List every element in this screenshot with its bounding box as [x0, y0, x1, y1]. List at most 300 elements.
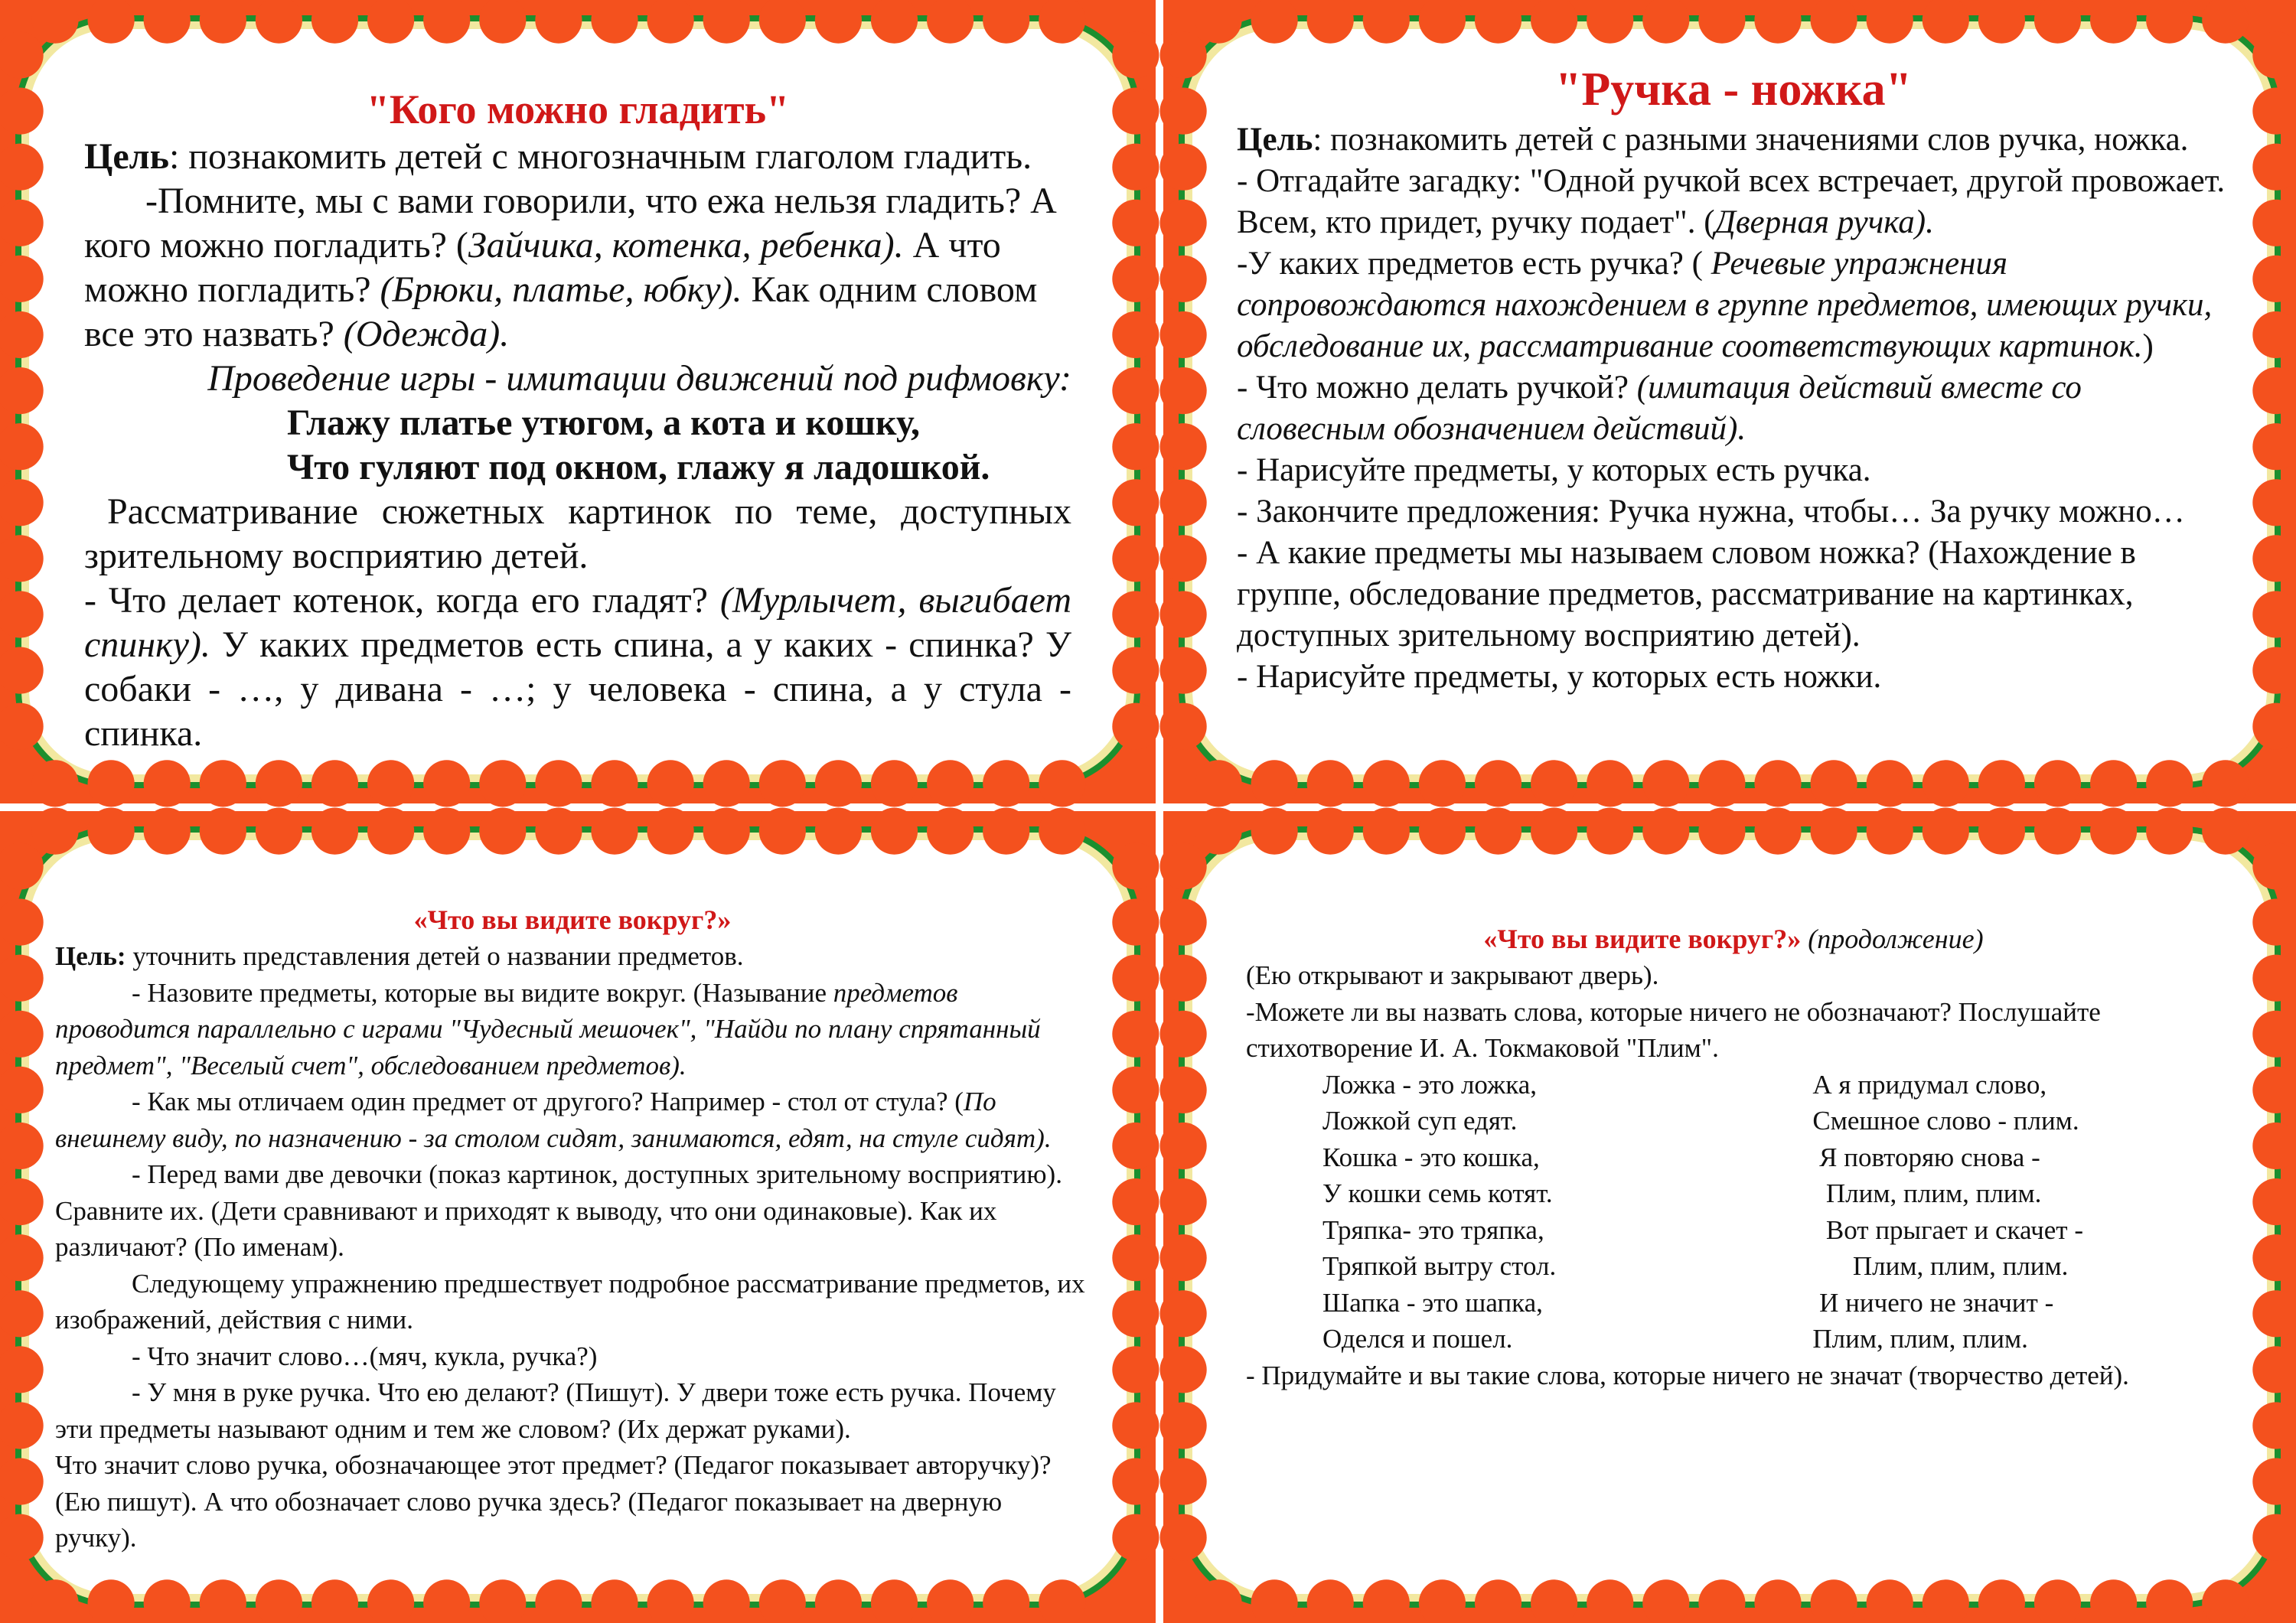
scallop-notch	[2252, 423, 2296, 470]
card-title: "Ручка - ножка"	[1554, 64, 1913, 116]
scallop-notch	[1419, 760, 1466, 807]
scallop-notch	[200, 760, 246, 807]
scallop-notch	[200, 808, 246, 855]
scallop-notch	[367, 1579, 414, 1623]
scallop-notch	[256, 808, 302, 855]
scallop-notch	[0, 367, 44, 414]
scallop-notch	[88, 1579, 135, 1623]
scallop-notch	[1811, 808, 1857, 855]
text: (Одежда).	[343, 314, 510, 354]
text: )	[2142, 328, 2154, 364]
paragraph: Следующему упражнению предшествует подробное рассматривание предметов, их изображений, действия с ними.	[55, 1268, 1085, 1335]
scallop-notch	[311, 0, 358, 44]
scallop-notch	[1160, 1123, 1207, 1169]
card-title: «Что вы видите вокруг?»	[413, 904, 732, 935]
scallop-notch	[647, 0, 694, 44]
scallop-notch	[983, 808, 1029, 855]
scallop-notch	[1160, 256, 1207, 302]
scallop-notch	[535, 808, 582, 855]
goal-text: : познакомить детей с разными значениями слов ручка, ножка.	[1313, 122, 2189, 158]
scallop-notch	[1112, 955, 1159, 1002]
scallop-notch	[2252, 367, 2296, 414]
scallop-notch	[2146, 1579, 2193, 1623]
scallop-notch	[2252, 535, 2296, 582]
scallop-notch	[1112, 1402, 1159, 1449]
scallop-notch	[1642, 760, 1689, 807]
scallop-notch	[0, 1178, 44, 1225]
scallop-notch	[1923, 1579, 1969, 1623]
scallop-notch	[1160, 479, 1207, 526]
scallop-notch	[1112, 1011, 1159, 1058]
card-title: "Кого можно гладить"	[366, 86, 790, 132]
scallop-notch	[1923, 760, 1969, 807]
scallop-notch	[0, 423, 44, 470]
scallop-notch	[815, 760, 862, 807]
scallop-notch	[2252, 1290, 2296, 1337]
scallop-notch	[1160, 535, 1207, 582]
scallop-notch	[703, 1579, 750, 1623]
scallop-notch	[479, 808, 526, 855]
scallop-notch	[759, 0, 806, 44]
scallop-notch	[1112, 1234, 1159, 1281]
scallop-notch	[2252, 703, 2296, 750]
scallop-notch	[0, 842, 44, 889]
scallop-notch	[983, 1579, 1029, 1623]
scallop-notch	[1160, 1458, 1207, 1505]
scallop-notch	[1112, 703, 1159, 750]
scallop-notch	[1112, 311, 1159, 358]
scallop-notch	[1160, 1178, 1207, 1225]
scallop-notch	[1811, 1579, 1857, 1623]
scallop-notch	[2252, 591, 2296, 637]
card-content	[55, 901, 1090, 1553]
text: (Мурлычет, выгибает спинку).	[84, 580, 1071, 665]
goal-text: уточнить представления детей о названии предметов.	[126, 941, 744, 971]
text: Дверная ручка).	[1714, 204, 1934, 240]
scallop-notch	[1160, 1011, 1207, 1058]
scallop-notch	[1531, 0, 1577, 44]
card-title	[1246, 921, 2221, 957]
scallop-notch	[535, 0, 582, 44]
scallop-notch	[1475, 1579, 1521, 1623]
goal-paragraph	[1237, 119, 2230, 161]
scallop-notch	[1195, 1579, 1241, 1623]
scallop-notch	[2090, 1579, 2137, 1623]
scallop-notch	[311, 1579, 358, 1623]
scallop-notch	[1642, 1579, 1689, 1623]
scallop-notch	[88, 0, 135, 44]
scallop-notch	[2252, 647, 2296, 694]
scallop-notch	[2146, 0, 2193, 44]
scallop-notch	[1039, 0, 1085, 44]
scallop-notch	[2034, 760, 2081, 807]
scallop-notch	[1112, 899, 1159, 946]
paragraph: - Придумайте и вы такие слова, которые ничего не значат (творчество детей).	[1246, 1360, 2129, 1390]
scallop-notch	[591, 808, 638, 855]
scallop-notch	[759, 1579, 806, 1623]
paragraph	[1237, 161, 2230, 243]
text: - Что делает котенок, когда его гладят?	[84, 580, 720, 621]
scallop-notch	[927, 0, 974, 44]
poem-left-column	[1322, 1067, 1556, 1357]
scallop-notch	[1307, 808, 1354, 855]
scallop-notch	[144, 1579, 191, 1623]
scallop-notch	[703, 0, 750, 44]
poem-line: Смешное слово - плим.	[1812, 1106, 2079, 1136]
scallop-notch	[1698, 0, 1745, 44]
poem-line: Оделся и пошел.	[1322, 1324, 1513, 1354]
text: По внешнему виду, по назначению - за столом сидят, занимаются, едят, на стуле сидят).	[55, 1087, 1052, 1153]
scallop-notch	[2090, 808, 2137, 855]
poem-right-column	[1812, 1067, 2083, 1357]
scallop-notch	[1160, 1514, 1207, 1561]
paragraph: - Что значит слово…(мяч, кукла, ручка?)	[132, 1341, 598, 1371]
card-bottom-left	[0, 811, 1156, 1623]
title-text: «Что вы видите вокруг?»	[1483, 924, 1802, 954]
scallop-notch	[815, 808, 862, 855]
scallop-notch	[1587, 808, 1633, 855]
scallop-notch	[1251, 1579, 1298, 1623]
scallop-notch	[1754, 0, 1801, 44]
scallop-notch	[703, 808, 750, 855]
scallop-notch	[1698, 1579, 1745, 1623]
card-top-right	[1163, 0, 2296, 803]
scallop-notch	[1642, 0, 1689, 44]
scallop-notch	[871, 1579, 918, 1623]
scallop-notch	[647, 760, 694, 807]
scallop-notch	[2252, 1178, 2296, 1225]
scallop-notch	[1978, 760, 2025, 807]
paragraph	[84, 179, 1071, 357]
scallop-notch	[2146, 808, 2193, 855]
scallop-notch	[1112, 88, 1159, 135]
subtitle-text: (продолжение)	[1801, 924, 1984, 954]
scallop-notch	[479, 760, 526, 807]
card-content	[84, 84, 1071, 754]
scallop-notch	[1475, 808, 1521, 855]
scallop-notch	[1867, 760, 1913, 807]
poem-line: Ложкой суп едят.	[1322, 1106, 1518, 1136]
scallop-notch	[0, 535, 44, 582]
scallop-notch	[927, 1579, 974, 1623]
paragraph	[55, 975, 1090, 1084]
poem-line: Плим, плим, плим.	[1812, 1251, 2069, 1281]
scallop-notch	[1811, 760, 1857, 807]
scallop-notch	[2034, 808, 2081, 855]
scallop-notch	[1195, 760, 1241, 807]
scallop-notch	[311, 808, 358, 855]
scallop-notch	[1531, 808, 1577, 855]
scallop-notch	[535, 1579, 582, 1623]
paragraph: - Нарисуйте предметы, у которых есть ножки.	[1237, 659, 1882, 695]
scallop-notch	[2252, 200, 2296, 246]
scallop-notch	[2090, 760, 2137, 807]
goal-label: Цель	[84, 136, 169, 177]
card-top-left	[0, 0, 1156, 803]
poem-line: Тряпка- это тряпка,	[1322, 1214, 1544, 1245]
scallop-notch	[591, 1579, 638, 1623]
scallop-notch	[1160, 842, 1207, 889]
scallop-notch	[88, 808, 135, 855]
scallop-notch	[1698, 808, 1745, 855]
poem-line: Шапка - это шапка,	[1322, 1287, 1543, 1318]
goal-text: : познакомить детей с многозначным глаголом гладить.	[168, 136, 1032, 177]
scallop-notch	[983, 0, 1029, 44]
text: предметов проводится параллельно с играми "Чудесный мешочек", "Найди по плану спрятанный предмет", "Веселый счет", обследованием предметов).	[55, 977, 1041, 1080]
text: Речевые упражнения сопровождаются нахождением в группе предметов, имеющих ручки, обследование их, рассматривание соответствующих картинок.	[1237, 246, 2213, 364]
scallop-notch	[479, 1579, 526, 1623]
poem-line: А я придумал слово,	[1812, 1069, 2047, 1100]
scallop-notch	[1039, 760, 1085, 807]
scallop-notch	[1195, 0, 1241, 44]
paragraph: Что значит слово ручка, обозначающее этот предмет? (Педагог показывает авторучку)? (Ею пишут). А что обозначает слово ручка здесь? (Педагог показывает на дверную ручку).	[55, 1450, 1052, 1553]
scallop-notch	[2252, 31, 2296, 78]
scallop-notch	[1867, 808, 1913, 855]
scallop-notch	[144, 760, 191, 807]
scallop-notch	[1867, 1579, 1913, 1623]
scallop-notch	[31, 760, 78, 807]
scallop-notch	[2202, 808, 2249, 855]
scallop-notch	[1251, 760, 1298, 807]
scallop-notch	[2034, 1579, 2081, 1623]
scallop-notch	[871, 0, 918, 44]
scallop-notch	[1419, 808, 1466, 855]
text: -У каких предметов есть ручка? (	[1237, 246, 1711, 282]
scallop-notch	[1160, 144, 1207, 191]
scallop-notch	[88, 760, 135, 807]
scallop-notch	[2252, 899, 2296, 946]
scallop-notch	[1160, 899, 1207, 946]
scallop-notch	[927, 760, 974, 807]
scallop-notch	[1978, 1579, 2025, 1623]
scallop-notch	[647, 1579, 694, 1623]
scallop-notch	[1754, 1579, 1801, 1623]
text: У каких предметов есть спина, а у каких - спинка? У собаки - …, у дивана - …; у человека - спина, а у стула - спинка.	[84, 624, 1071, 754]
scallop-notch	[759, 808, 806, 855]
poem-line: И ничего не значит -	[1812, 1287, 2054, 1318]
scallop-notch	[256, 0, 302, 44]
scallop-notch	[2252, 1346, 2296, 1393]
scallop-notch	[2252, 144, 2296, 191]
poem-line: Плим, плим, плим.	[1812, 1178, 2042, 1208]
text: - Назовите предметы, которые вы видите вокруг. (Называние	[132, 977, 833, 1008]
scallop-notch	[1307, 760, 1354, 807]
scallop-notch	[1363, 1579, 1410, 1623]
scallop-notch	[1754, 760, 1801, 807]
scallop-notch	[1251, 0, 1298, 44]
text: - Что можно делать ручкой?	[1237, 370, 1637, 406]
scallop-notch	[1112, 535, 1159, 582]
scallop-notch	[423, 760, 470, 807]
scallop-notch	[144, 0, 191, 44]
goal-paragraph	[84, 135, 1071, 179]
scallop-notch	[1251, 808, 1298, 855]
scallop-notch	[2252, 1514, 2296, 1561]
scallop-notch	[871, 760, 918, 807]
scallop-notch	[1112, 1123, 1159, 1169]
scallop-notch	[1363, 760, 1410, 807]
scallop-notch	[1112, 1346, 1159, 1393]
scallop-notch	[1160, 88, 1207, 135]
scallop-notch	[1160, 311, 1207, 358]
scallop-notch	[591, 760, 638, 807]
scallop-notch	[1307, 1579, 1354, 1623]
paragraph	[1237, 243, 2230, 367]
goal-label: Цель	[1237, 122, 1313, 158]
scallop-notch	[1811, 0, 1857, 44]
scallop-notch	[1160, 591, 1207, 637]
scallop-notch	[1419, 1579, 1466, 1623]
scallop-notch	[367, 760, 414, 807]
scallop-notch	[2202, 1579, 2249, 1623]
scallop-notch	[1160, 1290, 1207, 1337]
scallop-notch	[0, 200, 44, 246]
scallop-notch	[31, 1579, 78, 1623]
scallop-notch	[0, 1290, 44, 1337]
scallop-notch	[1160, 423, 1207, 470]
scallop-notch	[0, 256, 44, 302]
scallop-notch	[2252, 1234, 2296, 1281]
scallop-notch	[1923, 808, 1969, 855]
text: (Брюки, платье, юбку).	[380, 269, 742, 310]
paragraph: - Нарисуйте предметы, у которых есть ручка.	[1237, 452, 1871, 488]
scallop-notch	[1642, 808, 1689, 855]
scallop-notch	[423, 1579, 470, 1623]
scallop-notch	[1419, 0, 1466, 44]
scallop-notch	[871, 808, 918, 855]
rhyme-line: Глажу платье утюгом, а кота и кошку,	[287, 402, 921, 443]
scallop-notch	[1112, 479, 1159, 526]
goal-label: Цель:	[55, 941, 126, 971]
scallop-notch	[0, 703, 44, 750]
paragraph	[84, 578, 1071, 756]
scallop-notch	[200, 0, 246, 44]
scallop-notch	[1531, 1579, 1577, 1623]
scallop-notch	[0, 1234, 44, 1281]
scallop-notch	[0, 144, 44, 191]
scallop-notch	[2090, 0, 2137, 44]
paragraph: (Ею открывают и закрывают дверь).	[1246, 960, 1659, 990]
text: - Как мы отличаем один предмет от другого? Например - стол от стула? (	[132, 1087, 964, 1116]
scallop-notch	[1112, 31, 1159, 78]
scallop-notch	[1112, 423, 1159, 470]
scallop-notch	[1307, 0, 1354, 44]
paragraph	[55, 1084, 1090, 1156]
scallop-notch	[0, 88, 44, 135]
scallop-notch	[0, 647, 44, 694]
scallop-notch	[1160, 703, 1207, 750]
scallop-notch	[1160, 647, 1207, 694]
scallop-notch	[1363, 808, 1410, 855]
scallop-notch	[535, 760, 582, 807]
scallop-notch	[1039, 808, 1085, 855]
scallop-notch	[0, 1514, 44, 1561]
scallop-notch	[2202, 0, 2249, 44]
scallop-notch	[1475, 0, 1521, 44]
scallop-notch	[1160, 955, 1207, 1002]
paragraph: - Закончите предложения: Ручка нужна, чтобы… За ручку можно…	[1237, 494, 2185, 530]
poem	[1246, 1067, 2221, 1357]
poem-line: Плим, плим, плим.	[1812, 1324, 2028, 1354]
scallop-notch	[2252, 88, 2296, 135]
scallop-notch	[2252, 1458, 2296, 1505]
scallop-notch	[423, 808, 470, 855]
scallop-notch	[0, 31, 44, 78]
scallop-notch	[1754, 808, 1801, 855]
scallop-notch	[1160, 31, 1207, 78]
scallop-notch	[31, 0, 78, 44]
scallop-notch	[1587, 0, 1633, 44]
scallop-notch	[1112, 1290, 1159, 1337]
scallop-notch	[1363, 0, 1410, 44]
scallop-notch	[0, 479, 44, 526]
scallop-notch	[1923, 0, 1969, 44]
scallop-notch	[1978, 808, 2025, 855]
poem-line: У кошки семь котят.	[1322, 1178, 1553, 1208]
text: - Отгадайте загадку: "Одной ручкой всех встречает, другой провожает. Всем, кто придет, ручку подает". (	[1237, 163, 2226, 240]
poem-line: Вот прыгает и скачет -	[1812, 1214, 2083, 1245]
scallop-notch	[1112, 842, 1159, 889]
scallop-notch	[2252, 1067, 2296, 1113]
scallop-notch	[1112, 1178, 1159, 1225]
scallop-notch	[815, 0, 862, 44]
scallop-notch	[1112, 1067, 1159, 1113]
scallop-notch	[1112, 200, 1159, 246]
scallop-notch	[256, 760, 302, 807]
scallop-notch	[1112, 1514, 1159, 1561]
paragraph: Проведение игры - имитации движений под рифмовку:	[207, 358, 1071, 399]
scallop-notch	[367, 808, 414, 855]
scallop-notch	[2034, 0, 2081, 44]
poem-line: Тряпкой вытру стол.	[1322, 1251, 1557, 1281]
paragraph	[1237, 367, 2230, 450]
scallop-notch	[647, 808, 694, 855]
scallop-notch	[2252, 1402, 2296, 1449]
card-body	[29, 29, 1127, 774]
scallop-notch	[2252, 1123, 2296, 1169]
scallop-notch	[0, 1011, 44, 1058]
rhyme-line: Что гуляют под окном, глажу я ладошкой.	[287, 447, 990, 487]
scallop-notch	[0, 899, 44, 946]
poem-line: Кошка - это кошка,	[1322, 1142, 1540, 1172]
scallop-notch	[1475, 760, 1521, 807]
poem-line: Я повторяю снова -	[1812, 1142, 2040, 1172]
scallop-notch	[1039, 1579, 1085, 1623]
scallop-notch	[1587, 1579, 1633, 1623]
scallop-notch	[927, 808, 974, 855]
card-body	[1192, 29, 2267, 774]
card-content	[1246, 921, 2221, 1548]
scallop-notch	[1195, 808, 1241, 855]
poem-line: Ложка - это ложка,	[1322, 1069, 1537, 1100]
card-body	[29, 840, 1127, 1594]
scallop-notch	[1160, 1346, 1207, 1393]
scallop-notch	[0, 1402, 44, 1449]
scallop-notch	[1112, 256, 1159, 302]
scallop-notch	[2252, 256, 2296, 302]
scallop-notch	[367, 0, 414, 44]
scallop-notch	[2146, 760, 2193, 807]
paragraph: Рассматривание сюжетных картинок по теме, доступных зрительному восприятию детей.	[84, 491, 1071, 576]
scallop-notch	[0, 591, 44, 637]
paragraph: - У мня в руке ручка. Что ею делают? (Пишут). У двери тоже есть ручка. Почему эти предметы называют одним и тем же словом? (Их держат руками).	[55, 1377, 1056, 1444]
scallop-notch	[2252, 1011, 2296, 1058]
scallop-notch	[0, 955, 44, 1002]
scallop-notch	[983, 760, 1029, 807]
scallop-notch	[144, 808, 191, 855]
scallop-notch	[1978, 0, 2025, 44]
scallop-notch	[31, 808, 78, 855]
